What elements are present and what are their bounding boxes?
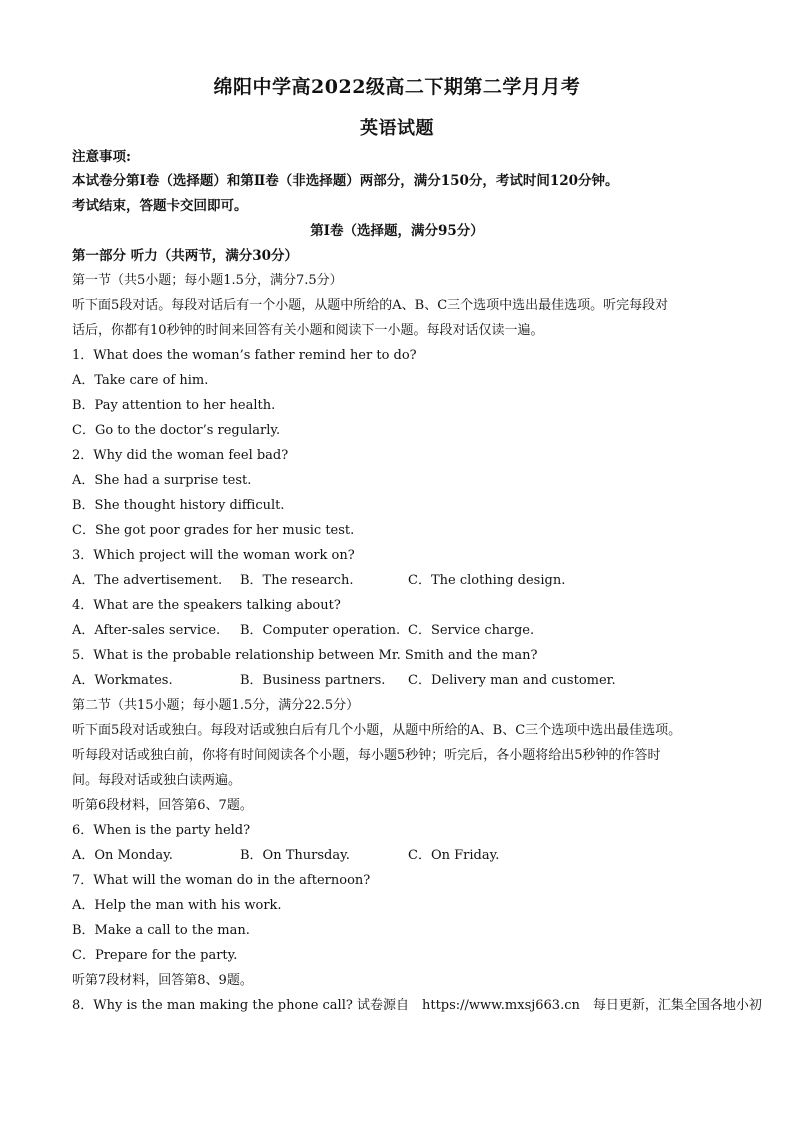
question-7-option-a: A．Help the man with his work. [72, 898, 282, 913]
question-4-option-a: A．After-sales service. [72, 623, 221, 638]
notes-heading: 注意事项: [72, 149, 131, 165]
question-1-option-b: B．Pay attention to her health. [72, 398, 276, 413]
question-5-option-b: B．Business partners. [240, 673, 386, 688]
notes-line-1: 本试卷分第Ⅰ卷（选择题）和第Ⅱ卷（非选择题）两部分，满分150分，考试时间120分钟。 [72, 173, 619, 189]
material-7-heading: 听第7段材料，回答第8、9题。 [72, 973, 253, 988]
question-6-option-b: B．On Thursday. [240, 848, 350, 863]
question-5-option-c: C．Delivery man and customer. [408, 673, 616, 688]
question-6-option-a: A．On Monday. [72, 848, 173, 863]
question-5-option-a: A．Workmates. [72, 673, 173, 688]
exam-subtitle: 英语试题 [360, 118, 434, 139]
question-2-option-b: B．She thought history difficult. [72, 498, 285, 513]
volume1-heading: 第Ⅰ卷（选择题，满分95分） [310, 223, 484, 239]
question-7: 7．What will the woman do in the afternoon? [72, 873, 371, 888]
section1-heading: 第一节（共5小题；每小题1.5分，满分7.5分） [72, 273, 343, 288]
question-4-option-c: C．Service charge. [408, 623, 535, 638]
question-1-option-c: C．Go to the doctor’s regularly. [72, 423, 281, 438]
section2-instruction-1: 听下面5段对话或独白。每段对话或独白后有几个小题，从题中所给的A、B、C三个选项中选出最佳选项。 [72, 723, 682, 738]
question-8: 8．Why is the man making the phone call? 试卷源自 https://www.mxsj663.cn 每日更新，汇集全国各地小初 [72, 998, 762, 1013]
question-3: 3．Which project will the woman work on? [72, 548, 355, 563]
question-2: 2．Why did the woman feel bad? [72, 448, 289, 463]
question-1: 1．What does the woman’s father remind her to do? [72, 348, 417, 363]
question-5: 5．What is the probable relationship between Mr. Smith and the man? [72, 648, 538, 663]
question-3-option-b: B．The research. [240, 573, 354, 588]
question-4-option-b: B．Computer operation. [240, 623, 401, 638]
question-7-option-b: B．Make a call to the man. [72, 923, 250, 938]
part1-heading: 第一部分 听力（共两节，满分30分） [72, 248, 298, 264]
section1-instruction-2: 话后，你都有10秒钟的时间来回答有关小题和阅读下一小题。每段对话仅读一遍。 [72, 323, 544, 338]
question-3-option-a: A．The advertisement. [72, 573, 223, 588]
material-6-heading: 听第6段材料，回答第6、7题。 [72, 798, 253, 813]
question-2-option-a: A．She had a surprise test. [72, 473, 252, 488]
question-2-option-c: C．She got poor grades for her music test. [72, 523, 355, 538]
question-7-option-c: C．Prepare for the party. [72, 948, 238, 963]
question-1-option-a: A．Take care of him. [72, 373, 209, 388]
question-4: 4．What are the speakers talking about? [72, 598, 341, 613]
question-6: 6．When is the party held? [72, 823, 251, 838]
exam-title: 绵阳中学高2022级高二下期第二学月月考 [213, 76, 581, 98]
question-3-option-c: C．The clothing design. [408, 573, 566, 588]
section2-heading: 第二节（共15小题；每小题1.5分，满分22.5分） [72, 698, 360, 713]
section2-instruction-3: 间。每段对话或独白读两遍。 [72, 773, 242, 788]
section2-instruction-2: 听每段对话或独白前，你将有时间阅读各个小题，每小题5秒钟；听完后，各小题将给出5秒钟的作答时 [72, 748, 661, 763]
section1-instruction-1: 听下面5段对话。每段对话后有一个小题，从题中所给的A、B、C三个选项中选出最佳选项。听完每段对 [72, 298, 669, 313]
notes-line-2: 考试结束，答题卡交回即可。 [72, 198, 248, 214]
question-6-option-c: C．On Friday. [408, 848, 500, 863]
